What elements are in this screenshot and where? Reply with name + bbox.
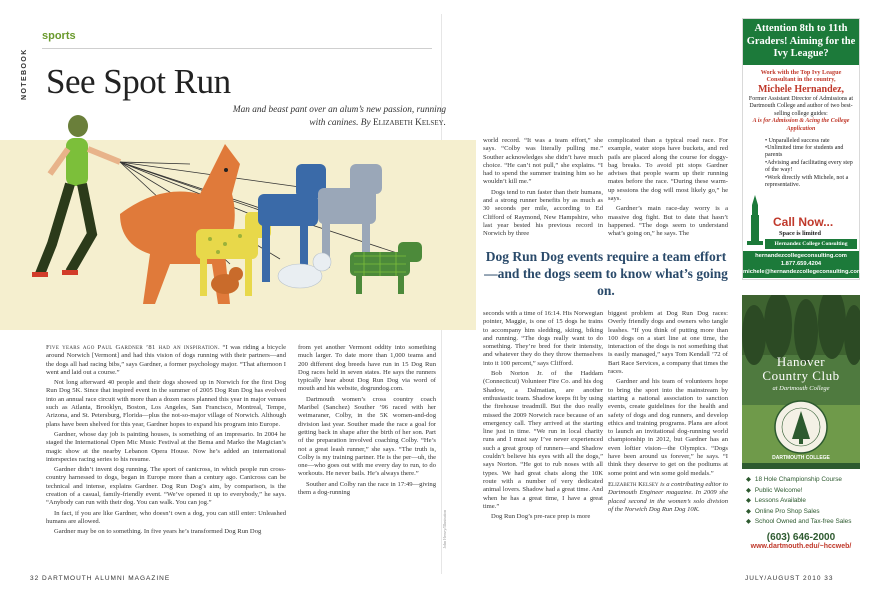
folio-left: 32 DARTMOUTH ALUMNI MAGAZINE xyxy=(30,575,171,582)
club-name-line-1: Hanover xyxy=(776,354,826,369)
consultant-credentials: Former Assistant Director of Admissions at Dartmouth College and author of two best-selling college guides: xyxy=(748,95,854,117)
ad-body xyxy=(743,65,859,134)
club-phone[interactable]: (603) 646-2000 xyxy=(766,531,836,543)
hernandez-consulting-ad[interactable] xyxy=(742,18,863,280)
paragraph: Dogs tend to run faster than their humans, and a strong runner benefits by as much as 30 seconds per mile, according to Ed Clifford of Raymond, New Hampshire, who last year bested his previous record in Norwich by three xyxy=(483,188,603,238)
paragraph: Bob Norton Jr. of the Haddam (Connecticut) Volunteer Fire Co. and his dog Shadow, a Dalmatian, are another enthusiastic team. Shadow keeps fit by using the firehouse treadmill. But the duo really missed the 2009 Norwich race because of an emergency call. They arrived at the starting line just in time. “We run in local charity runs and I must say I’ve never experienced such a great group of runners—and Shadow couldn’t believe his eyes with all the dogs,” says Norton. “He got to rub noses with all types. We had great chats along the 10K route with a number of very dedicated animal lovers. Shadow had a great time. And when he has a great time, I have a great time.” xyxy=(483,370,603,510)
list-item: • Unparalleled success rate xyxy=(765,137,830,144)
paragraph: Dog Run Dog’s pre-race prep is more xyxy=(491,513,591,521)
article-column-2 xyxy=(298,344,436,499)
article-column-5 xyxy=(483,310,603,523)
bullet-icon: ◆ xyxy=(746,476,751,483)
club-subtitle: at Dartmouth College xyxy=(772,385,830,392)
paragraph: Gardner didn’t invent dog running. The sport of canicross, in which people run cross-country harnessed to dogs, began in Europe more than a century ago. Canicross can be technical and intense, explains Gardner. Dog Run Dog’s aim, by comparison, is the creation of a casual, family-friendly event. “We’ve opened it up to everybody,” he says. “Anybody can run with their dog. You can walk. You can jog.” xyxy=(46,466,286,507)
baker-tower-icon xyxy=(746,195,764,245)
list-item: •Advising and facilitating every step of the way! xyxy=(765,159,853,174)
paragraph: seconds with a time of 16:14. His Norwegian pointer, Maggie, is one of 15 dogs he trains to accompany him sledding, skiing, biking and running. “The dogs really want to do something. They’re bred for their intensity, and whatever they do they throw themselves into it 100 percent,” says Clifford. xyxy=(483,310,603,367)
ad-contact-block xyxy=(743,251,863,278)
article-dek: Man and beast pant over an alum’s new passion, running with canines. By Elizabeth Kelsey. xyxy=(232,105,446,128)
paragraph: complicated than a typical road race. For example, water stops have buckets, and red pails are placed along the course for doggy-bag breaks. To avoid pit stops Gardner advises that people warm up their running mates before the race. “During these warm-up sessions the dog will most likely go,” he says. xyxy=(608,137,728,203)
bullet-icon: ◆ xyxy=(746,518,751,525)
dek-line-1: Man and beast pant over an alum’s new passion, running xyxy=(232,105,446,115)
ad-headline: Attention 8th to 11th Graders! Aiming for the Ivy League? xyxy=(743,19,859,65)
bullet-icon: ◆ xyxy=(746,497,751,504)
article-lead: Five years ago Paul Gardner ’81 had an inspiration. xyxy=(46,344,220,351)
call-now-heading: Call Now... xyxy=(773,215,834,229)
article-column-3 xyxy=(483,137,603,241)
paragraph: “I was riding a bicycle around Norwich [Vermont] and had this vision of dogs running with their partners—and the dogs all had racing bibs,” says Gardner, a former psychology major. “That afternoon I went and laid out a course.” xyxy=(46,344,287,376)
firm-name: Hernandez College Consulting xyxy=(765,239,857,249)
list-item: •Unlimited time for students and parents xyxy=(765,145,844,159)
club-name-line-2: Country Club xyxy=(762,368,840,383)
ad-url-link[interactable]: hernandezcollegeconsulting.com xyxy=(755,253,847,259)
space-limited-note: Space is limited xyxy=(779,230,821,237)
article-column-1 xyxy=(46,344,286,539)
list-item: ◆ 18 Hole Championship Course xyxy=(746,476,842,483)
paragraph: Not long afterward 40 people and their dogs showed up in Norwich for the first Dog Run Dog 5K. Since that inspired event in the summer of 2005 Dog Run Dog has evolved into an annual race circuit with more than a dozen races planned this year in major venues such as Atlanta, Brooklyn, Boston, Los Angeles, San Francisco, Montreal, Tempe, Arizona, and St. Petersburg, Florida—plus the not-so-major village of Norwich. Although plans have been shelved for this year, Gardner hopes to expand his program into Europe. xyxy=(46,379,286,428)
paragraph: Gardner’s main race-day worry is a massive dog fight. But to date that hasn’t happened. “The dogs seem to understand what’s going on,” he says. The xyxy=(608,205,728,238)
illustration-credit: John Hersey/Illustration xyxy=(442,510,447,549)
ad-email-link[interactable]: michele@hernandezcollegeconsulting.com xyxy=(743,268,863,275)
paragraph: Souther and Colby ran the race in 17:49—giving them a dog-running xyxy=(298,480,436,497)
hanover-country-club-ad[interactable] xyxy=(742,295,860,575)
paragraph: In fact, if you are like Gardner, who doesn’t own a dog, you can still enter: Unleashed humans are allowed. xyxy=(46,509,286,525)
list-item: ◆ Public Welcome! xyxy=(746,486,803,494)
article-column-4 xyxy=(608,137,728,241)
paragraph: Dartmouth women’s cross country coach Maribel (Sanchez) Souther ’96 raced with her weimaraner, Colby, in the 5K women-and-dog division last year. Souther made the race a goal for getting back in shape after the birth of her son. Part of the preparation involved coaching Colby. “He’s not a great leash runner,” she says. “The truth is, Colby is my training partner. He is the per—uh, the one—who goes out with me every day to run, to do workouts. He never bails. He’s always there.” xyxy=(298,395,436,478)
section-label: sports xyxy=(42,30,76,42)
author-bio xyxy=(608,481,728,514)
page-title: See Spot Run xyxy=(46,62,231,101)
book-titles: A is for Admission & Acing the College Application xyxy=(752,118,850,133)
paragraph: from yet another Vermont oddity into something much larger. To date more than 1,000 teams and 200 different dog breeds have run in 15 Dog Run Dog races held in seven states. He says the runners typically hear about Dog Run Dog via word of mouth and his website, dogrundog.com. xyxy=(298,344,436,393)
ad-intro: Work with the Top Ivy League Consultant in the country, xyxy=(760,68,842,84)
paragraph: Gardner may be on to something. In five years he’s transformed Dog Run Dog xyxy=(54,528,262,536)
ad-bullet-list xyxy=(743,134,859,190)
club-features xyxy=(742,469,860,575)
runner-figure xyxy=(32,115,120,277)
bullet-icon: ◆ xyxy=(746,486,751,494)
pull-quote: Dog Run Dog events require a team effort—and the dogs seem to know what’s going on. xyxy=(484,249,728,298)
list-item: ◆ School Owned and Tax-free Sales xyxy=(746,518,852,525)
bullet-icon: ◆ xyxy=(746,507,751,515)
list-item: ◆ Lessons Available xyxy=(746,497,806,504)
byline: Elizabeth Kelsey xyxy=(372,118,444,128)
club-url-link[interactable]: www.dartmouth.edu/~hccweb/ xyxy=(750,542,852,550)
section-rule xyxy=(42,48,432,49)
paragraph: Gardner, whose day job is painting houses, is something of an impresario. In 2004 he staged the International Open Mic Music Festival at the Bema and Marko the Magician’s magic show at the nearby Lebanon Opera House. Now he’s added an international interspecies racing series to his resume. xyxy=(46,430,286,463)
paragraph: biggest problem at Dog Run Dog races: Overly friendly dogs and owners who tangle leashes. “If you think of putting more than 100 dogs on a start line at one time, the interaction of the dogs is not something that is easily managed,” says Tom Kendall ’72 of Bart Race Services, a company that times the races. xyxy=(608,310,728,376)
runner-with-dogs-illustration xyxy=(0,104,476,330)
paragraph: Gardner and his team of volunteers hope to bring the sport into the mainstream by starting a national association to sanction events, create guidelines for the health and safety of dogs and dog runners, and develop ethics and training programs. Plans are afoot to launch an invitational dog-running world championship in 2012, but Gardner has an even loftier vision—the Olympics. “Dogs have been around us forever,” he says. “I think they deserve to get on the podiums at some point and win some gold medals.” xyxy=(608,378,728,477)
list-item: ◆ Online Pro Shop Sales xyxy=(746,507,820,515)
article-column-6 xyxy=(608,310,728,516)
paragraph: world record. “It was a team effort,” she says. “Colby was literally pulling me.” Souther acknowledges she didn’t have much choice. “He can’t not pull,” she explains. “I had to spend the summer training him so he wouldn’t kill me.” xyxy=(483,137,603,186)
notebook-label: NOTEBOOK xyxy=(21,48,28,100)
author-name: Elizabeth Kelsey xyxy=(608,480,659,488)
seal-label: DARTMOUTH COLLEGE xyxy=(772,455,830,461)
author-bio-text: is a contributing editor to Dartmouth Engineer magazine. In 2009 she placed second in the women’s solo division of the Norwich Dog Run Dog 10K. xyxy=(608,480,728,513)
club-name xyxy=(746,355,856,383)
consultant-name: Michele Hernandez, xyxy=(757,83,845,95)
folio-right: JULY/AUGUST 2010 33 xyxy=(745,575,834,582)
list-item: •Work directly with Michele, not a representative. xyxy=(765,174,849,189)
ad-phone[interactable]: 1.877.659.4204 xyxy=(780,260,822,267)
dek-line-2: with canines. By xyxy=(309,118,371,128)
